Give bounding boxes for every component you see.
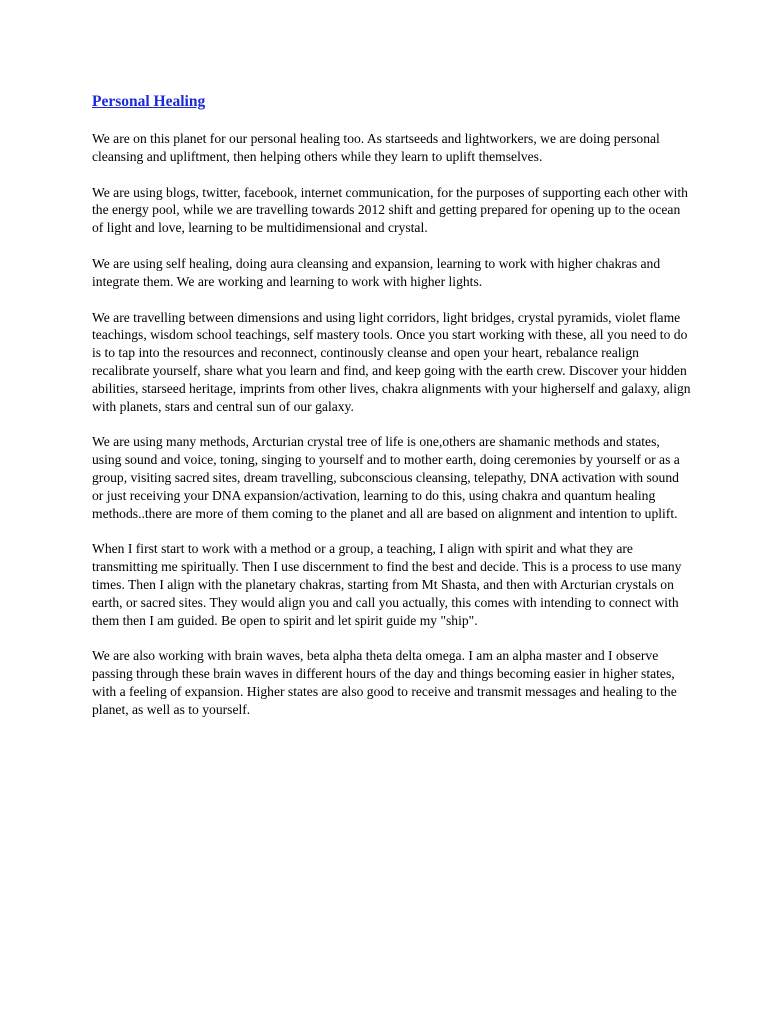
paragraph-3: We are using self healing, doing aura cleansing and expansion, learning to work with higher chakras and integrate them. We are working and learning to work with higher lights. [92, 255, 661, 289]
paragraph-5: We are using many methods, Arcturian crystal tree of life is one,others are shamanic methods and states, using sound and voice, toning, singing to yourself and to mother earth, doing ceremonies by yourself or as a group, visiting sacred sites, dream travelling, subconscious cleansing, telepathy, DNA activation with sound or just receiving your DNA expansion/activation, learning to do this, using chakra and quantum healing methods..there are more of them coming to the planet and all are based on alignment and intention to uplift. [92, 434, 680, 521]
paragraph-2: We are using blogs, twitter, facebook, internet communication, for the purposes of supporting each other with the energy pool, while we are travelling towards 2012 shift and getting prepared for opening up to the ocean of light and love, learning to be multidimensional and crystal. [92, 184, 688, 236]
document-page [92, 92, 692, 737]
paragraph-4: We are travelling between dimensions and using light corridors, light bridges, crystal pyramids, violet flame teachings, wisdom school teachings, self mastery tools. Once you start working with these, all you need to do is to tap into the resources and reconnect, continously cleanse and open your heart, rebalance realign recalibrate yourself, share what you learn and find, and keep going with the earth crew. Discover your hidden abilities, starseed heritage, imprints from other lives, chakra alignments with your higherself and galaxy, align with planets, stars and central sun of our galaxy. [92, 309, 691, 414]
paragraph-1: We are on this planet for our personal healing too. As startseeds and lightworkers, we are doing personal cleansing and upliftment, then helping others while they learn to uplift themselves. [92, 131, 660, 164]
page-title-link[interactable]: Personal Healing [92, 93, 206, 110]
paragraph-7: We are also working with brain waves, beta alpha theta delta omega. I am an alpha master and I observe passing through these brain waves in different hours of the day and things becoming easier in higher states, with a feeling of expansion. Higher states are also good to receive and transmit messages and healing to the planet, as well as to yourself. [92, 648, 677, 717]
paragraph-6: When I first start to work with a method or a group, a teaching, I align with spirit and what they are transmitting me spiritually. Then I use discernment to find the best and decide. This is a process to use many times. Then I align with the planetary chakras, starting from Mt Shasta, and then with Arcturian crystals on earth, or sacred sites. They would align you and call you actually, this comes with intending to connect with them then I am guided. Be open to spirit and let spirit guide my "ship". [92, 541, 682, 628]
